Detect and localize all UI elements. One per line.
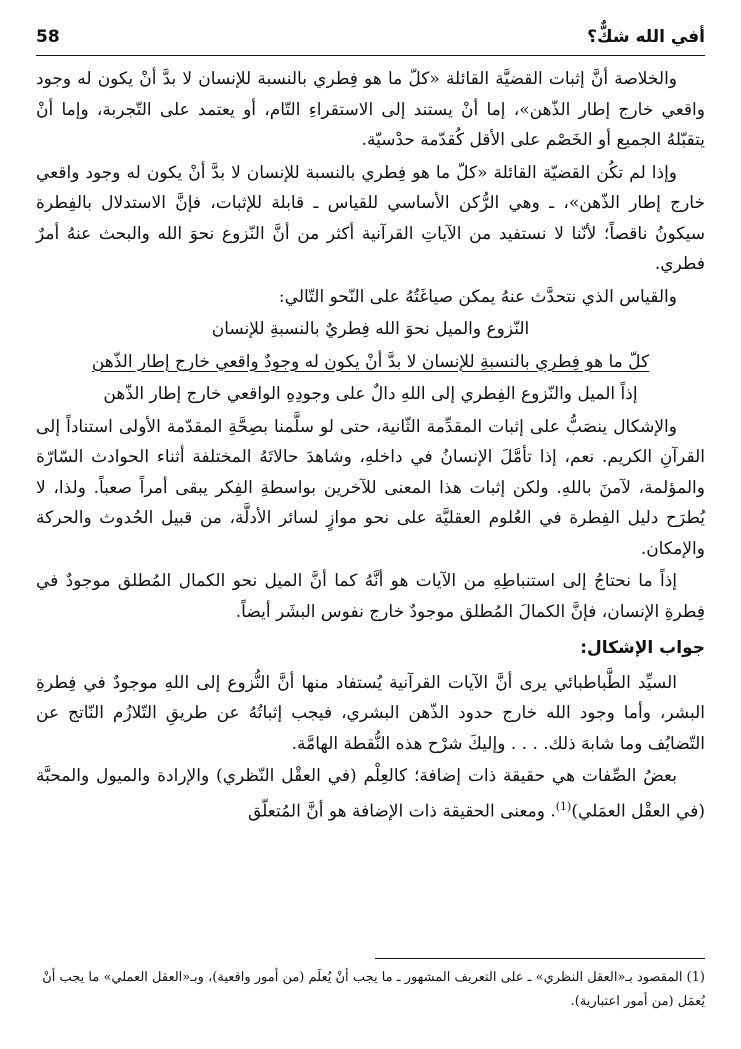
syllogism-conclusion: إذاً الميل والنّزوع الفِطري إلى اللهِ دالٌ على وجودِهِ الواقعي خارج إطار الذّهن: [103, 384, 638, 404]
paragraph-objection: والإشكال ينصَبُّ على إثبات المقدِّمة الثّانية، حتى لو سلَّمنا بصِحَّةِ المقدّمة الأولى استناداً إلى القرآنِ الكريم. نعم، إذا تأمَّلَ الإنسانُ في داخلهِ، وشاهدَ حالاتَهُ المختلفة أثناء الحوادث السّارّة والمؤلمة، لآمنَ باللهِ. ولكن إثبات هذا المعنى للآخرين بواسطةِ الفِكر يبقى أمراً صعباً. ولذا، لا يُطرَح دليل الفِطرة في العُلوم العقليَّة على نحو موازٍ لسائر الأدلَّة، من قبيل الحُدوث والحركة والإمكان.: [36, 416, 705, 559]
paragraph-need: إذاً ما نحتاجُ إلى استنباطِهِ من الآيات هو أنَّهُ كما أنَّ الميل نحو الكمال المُطلق موجودٌ في فِطرةِ الإنسان، فإنَّ الكمالَ المُطلق موجودٌ خارج نفوس البشَر أيضاً.: [36, 571, 705, 622]
page-header: [36, 22, 705, 52]
relational-text-end: . ومعنى الحقيقة ذات الإضافة هو أنَّ المُتعلّق: [247, 801, 556, 822]
paragraph-premise-unproven: وإذا لم تكُن القضيّة القائلة «كلّ ما هو فِطري بالنسبة للإنسان لا بدَّ أنْ يكون له وجود واقعي خارج إطار الذّهن»، ـ وهي الرُّكن الأساسي للقياس ـ قابلة للإثبات، فإنَّ الاستدلال بالفِطرة سيكونُ ناقصاً؛ لأنّنا لا نستفيد من الآياتِ القرآنية أكثر من أنَّ النّزوع نحوَ الله والبحث عنهُ أمرٌ فطري.: [36, 162, 705, 274]
page-body: [36, 64, 705, 829]
relational-text-start: بعضُ الصِّفات هي حقيقة ذات إضافة؛ كالعِلْم (في العقْل النّظري) والإرادة والميول والمحبَّة (في العقْل العمَلي): [36, 766, 705, 822]
syllogism-premise-2: كلّ ما هو فِطري بالنسبةِ للإنسان لا بدَّ أنْ يكون له وجودٌ واقعي خارج إطار الذّهن: [91, 351, 650, 372]
footnote-ref-1[interactable]: (1): [555, 799, 572, 813]
footnote-rule: [375, 958, 705, 959]
paragraph-conclusion: والخلاصة أنَّ إثبات القضيَّة القائلة «كلّ ما هو فِطري بالنسبة للإنسان لا بدَّ أنْ يكون له وجود واقعي خارج إطار الذّهن»، إما أنْ يستند إلى الاستقراءِ التّام، أو يعتمد على التّجربة، وإما أنْ يتقبّلهُ الجميع أو الخَصْم على الأقل كُقدّمة حدْسيّة.: [36, 69, 705, 150]
running-title: أفي الله شكٌّ؟: [587, 27, 705, 47]
section-heading: جواب الإشكال:: [580, 638, 705, 658]
paragraph-tabatabai: السيِّد الطَّباطبائي يرى أنَّ الآيات القرآنية يُستفاد منها أنَّ النُّزوع إلى اللهِ موجودٌ في فِطرةِ البشر، وأما وجود الله خارج حدود الذّهن البشري، فيجب إثباتُهُ عن طريقِ التّلازُم النّاتج عن التّضايُف وما شابهَ ذلك. . . . وإليكَ شرْح هذه النُّقطة الهامَّة.: [36, 672, 705, 754]
page-number: 58: [36, 27, 60, 47]
header-rule: [36, 55, 705, 56]
footnotes: [36, 966, 705, 1014]
paragraph-relational-attributes: [36, 761, 705, 827]
paragraph-syllogism-intro: والقياس الذي نتحدَّث عنهُ يمكن صياغَتُهُ على النّحو التّالي:: [278, 286, 677, 307]
syllogism-premise-1: النّزوع والميل نحوَ الله فِطريٌ بالنسبةِ للإنسان: [211, 319, 530, 339]
footnote-1: (1) المقصود بـ«العقل النظري» ـ على التعريف المشهور ـ ما يجب أنْ يُعلَم (من أمور واقعية)، وبـ«العقل العملي» ما يجب أنْ يُعمَل (من أمور اعتبارية).: [42, 970, 705, 1009]
